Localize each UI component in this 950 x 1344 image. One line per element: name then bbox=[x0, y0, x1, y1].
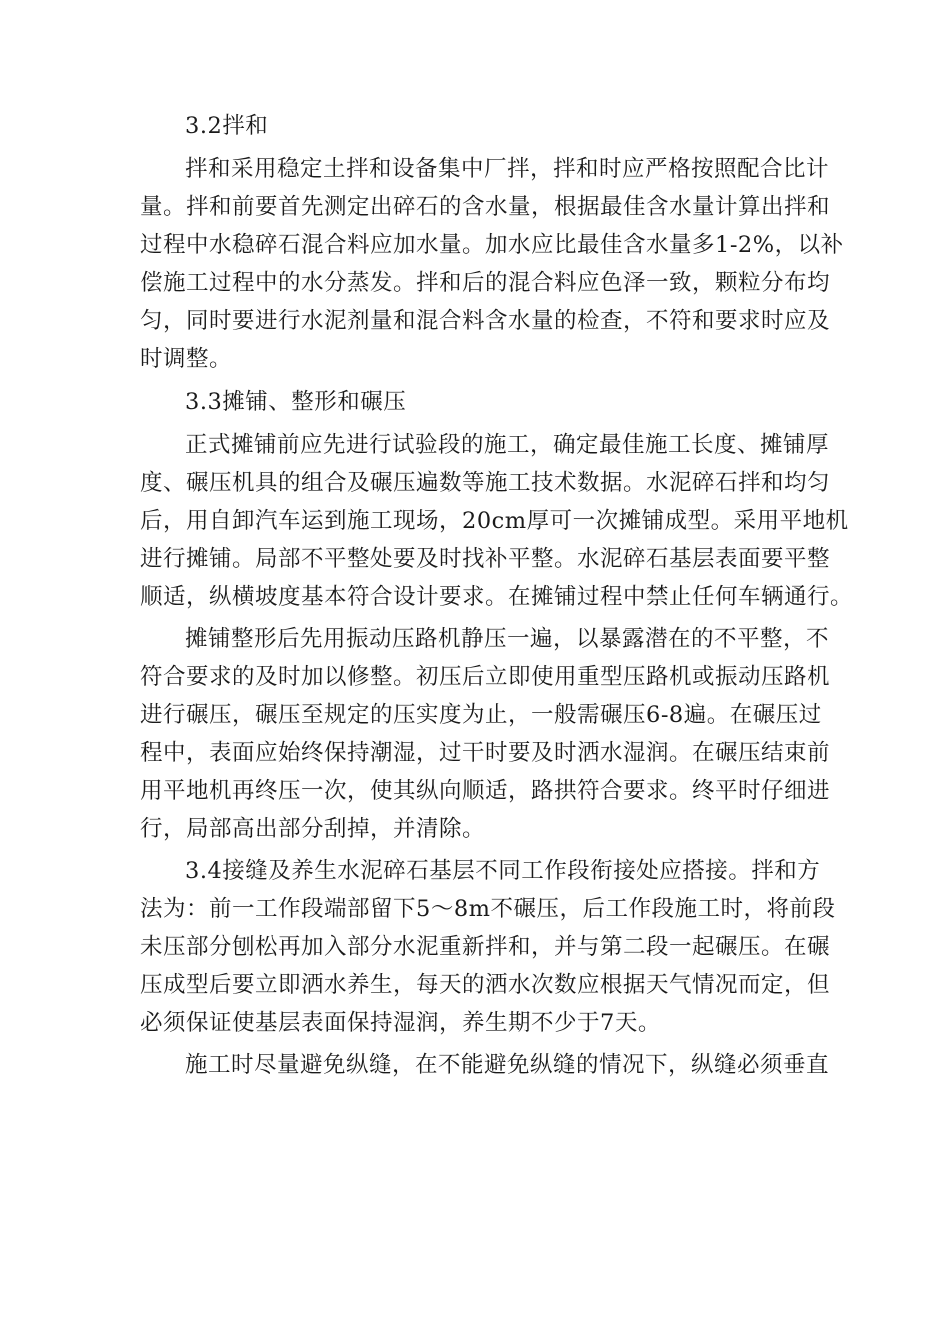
paragraph-line: 施工时尽量避免纵缝，在不能避免纵缝的情况下，纵缝必须垂直 bbox=[185, 1052, 830, 1078]
paragraph-line: 用平地机再终压一次，使其纵向顺适，路拱符合要求。终平时仔细进 bbox=[140, 778, 831, 804]
paragraph-line: 时调整。 bbox=[140, 346, 233, 372]
paragraph-line: 正式摊铺前应先进行试验段的施工，确定最佳施工长度、摊铺厚 bbox=[185, 432, 830, 458]
paragraph-line: 3.4接缝及养生水泥碎石基层不同工作段衔接处应搭接。拌和方 bbox=[185, 858, 821, 884]
paragraph-line: 进行摊铺。局部不平整处要及时找补平整。水泥碎石基层表面要平整 bbox=[140, 546, 831, 572]
paragraph-line: 度、碾压机具的组合及碾压遍数等施工技术数据。水泥碎石拌和均匀 bbox=[140, 470, 831, 496]
paragraph-line: 摊铺整形后先用振动压路机静压一遍，以暴露潜在的不平整，不 bbox=[185, 626, 830, 652]
paragraph-line: 程中，表面应始终保持潮湿，过干时要及时洒水湿润。在碾压结束前 bbox=[140, 740, 831, 766]
paragraph-line: 拌和采用稳定土拌和设备集中厂拌，拌和时应严格按照配合比计 bbox=[185, 156, 830, 182]
section-heading: 3.3摊铺、整形和碾压 bbox=[185, 389, 407, 415]
paragraph-line: 后，用自卸汽车运到施工现场，20cm厚可一次摊铺成型。采用平地机 bbox=[140, 508, 849, 534]
section-heading: 3.2拌和 bbox=[185, 113, 269, 139]
paragraph-line: 顺适，纵横坡度基本符合设计要求。在摊铺过程中禁止任何车辆通行。 bbox=[140, 584, 854, 610]
document-page bbox=[140, 106, 854, 1084]
paragraph-line: 偿施工过程中的水分蒸发。拌和后的混合料应色泽一致，颗粒分布均 bbox=[140, 270, 831, 296]
paragraph-line: 压成型后要立即洒水养生，每天的洒水次数应根据天气情况而定，但 bbox=[140, 972, 831, 998]
paragraph-line: 法为：前一工作段端部留下5〜8m不碾压，后工作段施工时，将前段 bbox=[140, 896, 836, 922]
paragraph-line: 未压部分刨松再加入部分水泥重新拌和，并与第二段一起碾压。在碾 bbox=[140, 934, 831, 960]
paragraph-line: 过程中水稳碎石混合料应加水量。加水应比最佳含水量多1-2%，以补 bbox=[140, 232, 844, 258]
paragraph-line: 行，局部高出部分刮掉，并清除。 bbox=[140, 816, 486, 842]
paragraph-line: 量。拌和前要首先测定出碎石的含水量，根据最佳含水量计算出拌和 bbox=[140, 194, 831, 220]
paragraph-line: 匀，同时要进行水泥剂量和混合料含水量的检查，不符和要求时应及 bbox=[140, 308, 831, 334]
paragraph-line: 必须保证使基层表面保持湿润，养生期不少于7天。 bbox=[140, 1010, 661, 1036]
paragraph-line: 符合要求的及时加以修整。初压后立即使用重型压路机或振动压路机 bbox=[140, 664, 831, 690]
paragraph-line: 进行碾压，碾压至规定的压实度为止，一般需碾压6-8遍。在碾压过 bbox=[140, 702, 822, 728]
